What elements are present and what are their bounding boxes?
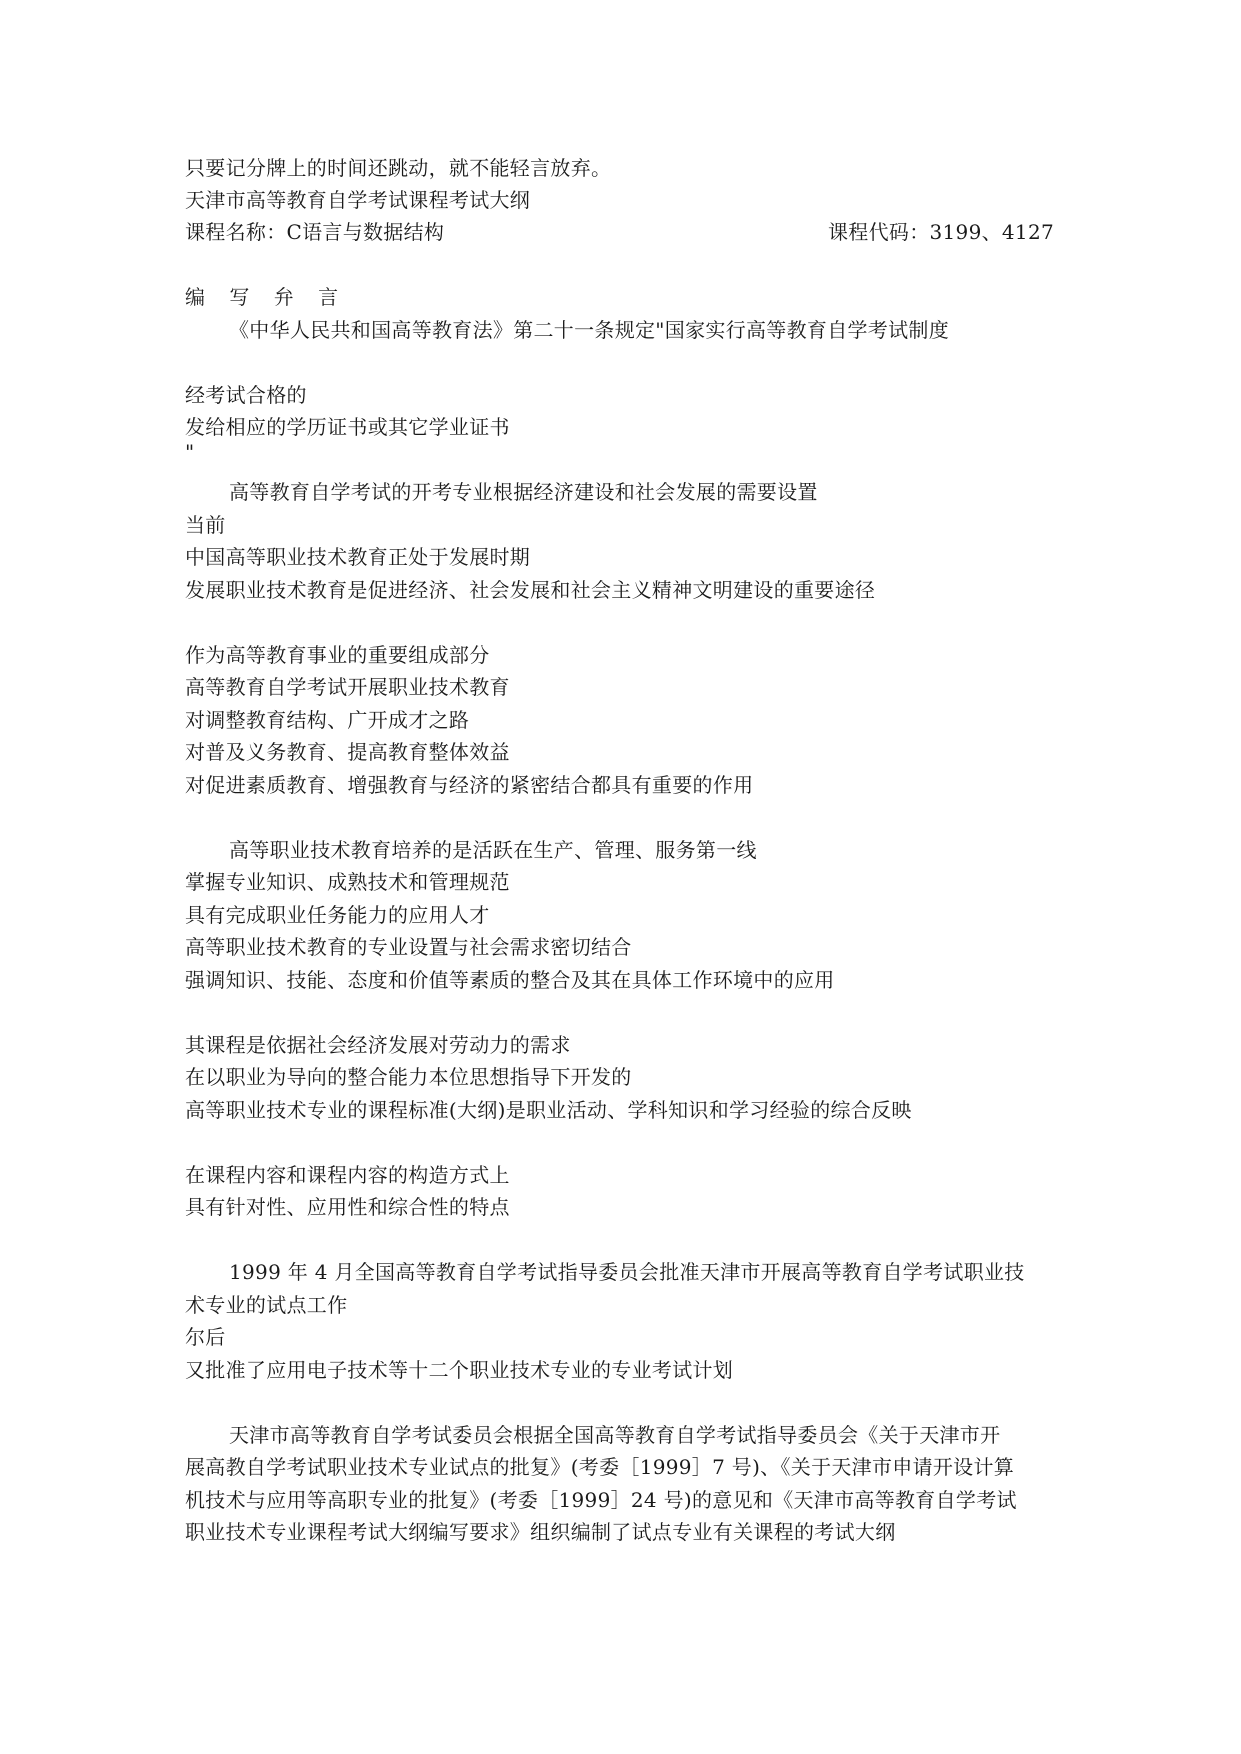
text-line: 又批准了应用电子技术等十二个职业技术专业的专业考试计划 bbox=[185, 1358, 734, 1382]
text-line: 强调知识、技能、态度和价值等素质的整合及其在具体工作环境中的应用 bbox=[185, 968, 835, 992]
text-line: 在课程内容和课程内容的构造方式上 bbox=[185, 1163, 510, 1187]
text-line: 术专业的试点工作 bbox=[185, 1293, 348, 1317]
text-line: 在以职业为导向的整合能力本位思想指导下开发的 bbox=[185, 1065, 632, 1089]
text-line: 高等职业技术教育的专业设置与社会需求密切结合 bbox=[185, 935, 632, 959]
text-line: 高等职业技术专业的课程标准(大纲)是职业活动、学科知识和学习经验的综合反映 bbox=[185, 1098, 912, 1122]
text-line: 展高教自学考试职业技术专业试点的批复》(考委［1999］7 号)、《关于天津市申请开设计算 bbox=[185, 1455, 1015, 1479]
text-line: 其课程是依据社会经济发展对劳动力的需求 bbox=[185, 1033, 571, 1057]
text-line: 天津市高等教育自学考试委员会根据全国高等教育自学考试指导委员会《关于天津市开 bbox=[229, 1423, 1001, 1447]
document-title: 天津市高等教育自学考试课程考试大纲 bbox=[185, 188, 531, 212]
text-line: 高等教育自学考试的开考专业根据经济建设和社会发展的需要设置 bbox=[229, 480, 818, 504]
text-line: 作为高等教育事业的重要组成部分 bbox=[185, 643, 490, 667]
text-line: 1999 年 4 月全国高等教育自学考试指导委员会批准天津市开展高等教育自学考试职业技 bbox=[229, 1260, 1025, 1284]
text-line: " bbox=[185, 440, 195, 464]
text-line: 高等职业技术教育培养的是活跃在生产、管理、服务第一线 bbox=[229, 838, 757, 862]
text-line: 职业技术专业课程考试大纲编写要求》组织编制了试点专业有关课程的考试大纲 bbox=[185, 1520, 896, 1544]
text-line: 发展职业技术教育是促进经济、社会发展和社会主义精神文明建设的重要途径 bbox=[185, 578, 876, 602]
text-line: 当前 bbox=[185, 513, 226, 537]
text-line: 经考试合格的 bbox=[185, 383, 307, 407]
text-line: 中国高等职业技术教育正处于发展时期 bbox=[185, 545, 531, 569]
motto-line: 只要记分牌上的时间还跳动，就不能轻言放弃。 bbox=[185, 156, 612, 180]
text-line: 对调整教育结构、广开成才之路 bbox=[185, 708, 470, 732]
text-line: 高等教育自学考试开展职业技术教育 bbox=[185, 675, 510, 699]
text-line: 尔后 bbox=[185, 1325, 226, 1349]
text-line: 机技术与应用等高职专业的批复》(考委［1999］24 号)的意见和《天津市高等教育自学考试 bbox=[185, 1488, 1017, 1512]
course-code: 课程代码：3199、4127 bbox=[828, 220, 1054, 244]
text-line: 对普及义务教育、提高教育整体效益 bbox=[185, 740, 510, 764]
text-line: 发给相应的学历证书或其它学业证书 bbox=[185, 415, 510, 439]
text-line: 具有完成职业任务能力的应用人才 bbox=[185, 903, 490, 927]
text-line: 具有针对性、应用性和综合性的特点 bbox=[185, 1195, 510, 1219]
section-title: 编 写 弁 言 bbox=[185, 285, 348, 309]
text-line: 对促进素质教育、增强教育与经济的紧密结合都具有重要的作用 bbox=[185, 773, 754, 797]
course-name: 课程名称：C语言与数据结构 bbox=[185, 220, 445, 244]
text-line: 掌握专业知识、成熟技术和管理规范 bbox=[185, 870, 510, 894]
text-line: 《中华人民共和国高等教育法》第二十一条规定"国家实行高等教育自学考试制度 bbox=[229, 318, 949, 342]
